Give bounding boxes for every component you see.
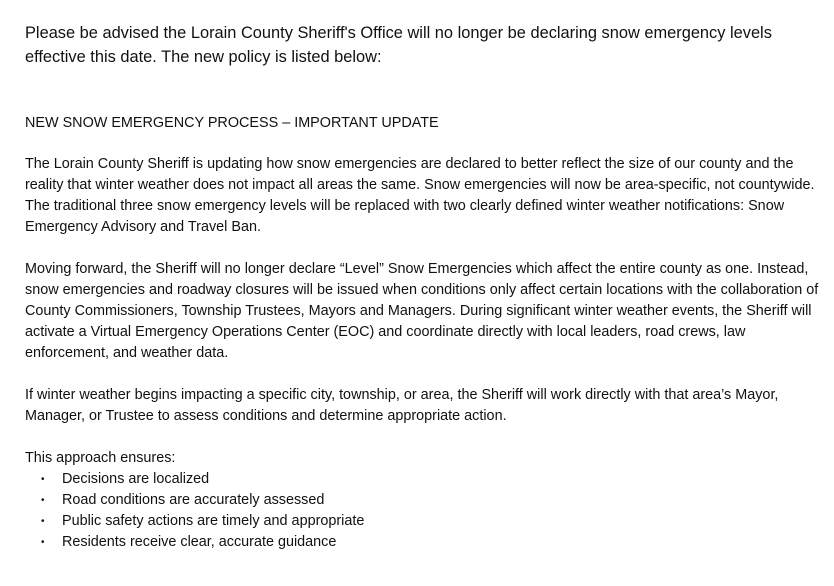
bullet-icon: • xyxy=(41,474,45,485)
bullet-text: Public safety actions are timely and appropriate xyxy=(62,513,365,529)
bullet-text: Road conditions are accurately assessed xyxy=(62,492,325,508)
approach-lead: This approach ensures: xyxy=(25,450,176,466)
paragraph-moving-forward: Moving forward, the Sheriff will no longer declare “Level” Snow Emergencies which affect the entire county as one. Instead, snow emergencies and roadway closures will be issued when conditions only affect certain locations with the collaboration of County Commissioners, Township Trustees, Mayors and Managers. During significant winter weather events, the Sheriff will activate a Virtual Emergency Operations Center (EOC) and coordinate directly with local leaders, road crews, law enforcement, and weather data. xyxy=(25,261,819,361)
section-heading: NEW SNOW EMERGENCY PROCESS – IMPORTANT UPDATE xyxy=(25,115,439,131)
bullet-icon: • xyxy=(41,537,45,548)
paragraph-local-coordination: If winter weather begins impacting a specific city, township, or area, the Sheriff will work directly with that area’s Mayor, Manager, or Trustee to assess conditions and determine appropriate action. xyxy=(25,387,779,424)
bullet-icon: • xyxy=(41,495,45,506)
paragraph-policy-update: The Lorain County Sheriff is updating how snow emergencies are declared to better reflect the size of our county and the reality that winter weather does not impact all areas the same. Snow emergencies will now be area-specific, not countywide. The traditional three snow emergency levels will be replaced with two clearly defined winter weather notifications: Snow Emergency Advisory and Travel Ban. xyxy=(25,156,815,235)
bullet-text: Decisions are localized xyxy=(62,471,210,487)
bullet-icon: • xyxy=(41,516,45,527)
bullet-text: Residents receive clear, accurate guidance xyxy=(62,534,337,550)
intro-notice: Please be advised the Lorain County Sheriff's Office will no longer be declaring snow emergency levels effective this date. The new policy is listed below: xyxy=(25,24,772,66)
